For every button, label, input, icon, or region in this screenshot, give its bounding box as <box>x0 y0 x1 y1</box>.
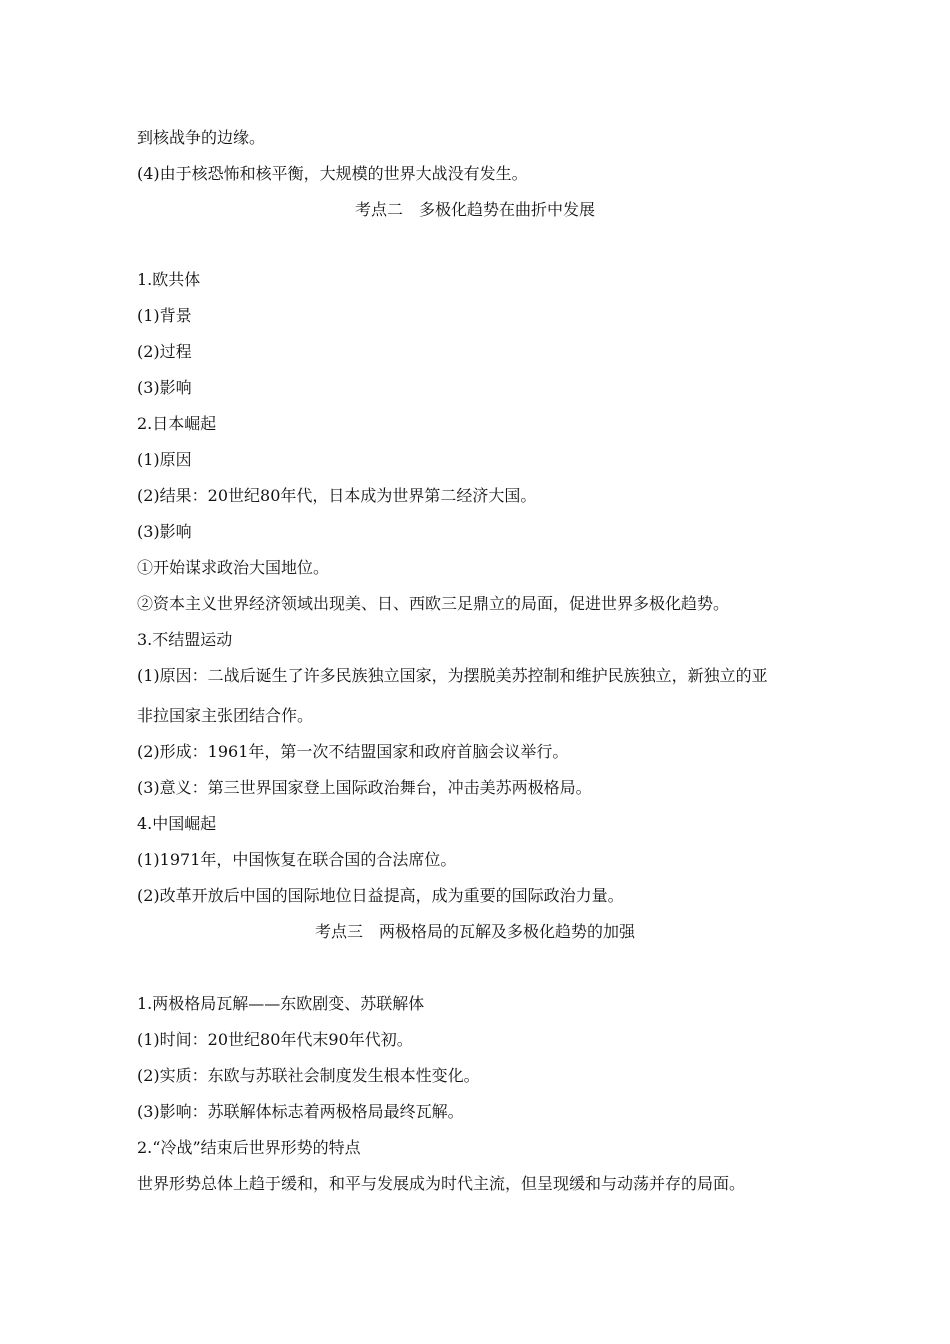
text-line: (2)形成：1961年，第一次不结盟国家和政府首脑会议举行。 <box>137 742 569 761</box>
text-line: 非拉国家主张团结合作。 <box>137 706 314 725</box>
text-line: (2)实质：东欧与苏联社会制度发生根本性变化。 <box>137 1066 480 1085</box>
text-line: 1.欧共体 <box>137 270 201 289</box>
text-line: 2.“冷战”结束后世界形势的特点 <box>137 1138 361 1157</box>
text-line: (2)结果：20世纪80年代，日本成为世界第二经济大国。 <box>137 486 537 505</box>
text-line: 3.不结盟运动 <box>137 630 233 649</box>
text-line: 2.日本崛起 <box>137 414 217 433</box>
text-line: (1)原因 <box>137 450 192 469</box>
text-line: (3)影响 <box>137 522 192 541</box>
text-line: (3)意义：第三世界国家登上国际政治舞台，冲击美苏两极格局。 <box>137 778 592 797</box>
section-heading-2: 考点二 多极化趋势在曲折中发展 <box>354 200 595 219</box>
text-line: (2)过程 <box>137 342 192 361</box>
text-line: (4)由于核恐怖和核平衡，大规模的世界大战没有发生。 <box>137 164 528 183</box>
text-line: (3)影响 <box>137 378 192 397</box>
text-line: (1)背景 <box>137 306 192 325</box>
text-line: (1)原因：二战后诞生了许多民族独立国家，为摆脱美苏控制和维护民族独立，新独立的亚 <box>137 666 768 685</box>
text-line: ①开始谋求政治大国地位。 <box>137 558 330 577</box>
text-line: ②资本主义世界经济领域出现美、日、西欧三足鼎立的局面，促进世界多极化趋势。 <box>137 594 730 613</box>
text-line: 世界形势总体上趋于缓和，和平与发展成为时代主流，但呈现缓和与动荡并存的局面。 <box>137 1174 746 1193</box>
text-line: 4.中国崛起 <box>137 814 217 833</box>
text-line: 1.两极格局瓦解——东欧剧变、苏联解体 <box>137 994 425 1013</box>
text-line: (2)改革开放后中国的国际地位日益提高，成为重要的国际政治力量。 <box>137 886 624 905</box>
text-line: (1)时间：20世纪80年代末90年代初。 <box>137 1030 413 1049</box>
section-heading-3: 考点三 两极格局的瓦解及多极化趋势的加强 <box>314 922 635 941</box>
text-line: 到核战争的边缘。 <box>137 128 266 147</box>
text-line: (3)影响：苏联解体标志着两极格局最终瓦解。 <box>137 1102 464 1121</box>
text-line: (1)1971年，中国恢复在联合国的合法席位。 <box>137 850 457 869</box>
